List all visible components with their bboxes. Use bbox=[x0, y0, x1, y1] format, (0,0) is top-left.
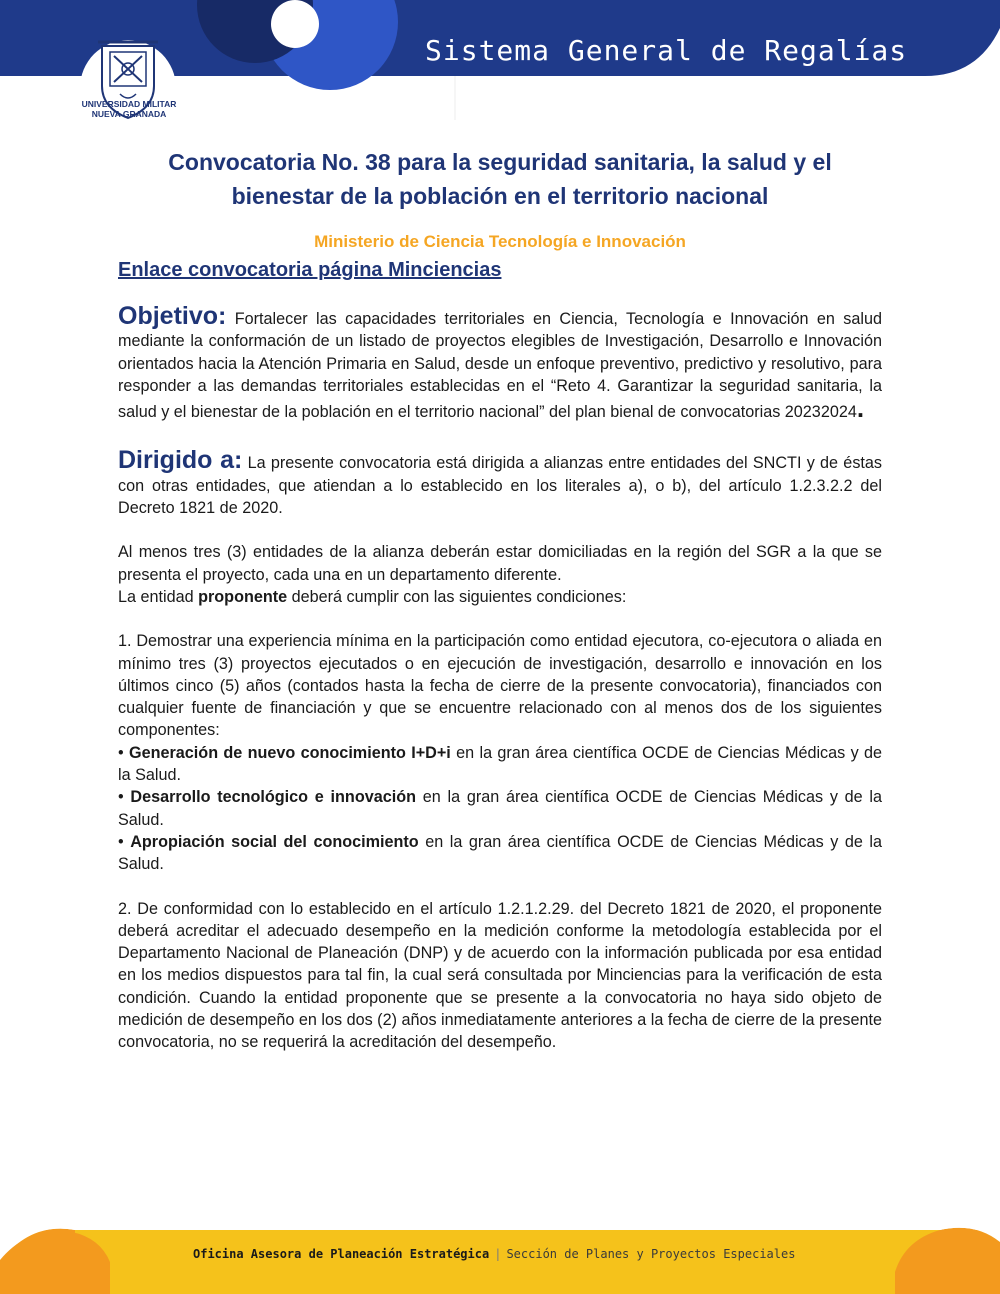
objective-label: Objetivo: bbox=[118, 302, 227, 330]
proponent-bold: proponente bbox=[198, 587, 288, 606]
proponent-post: deberá cumplir con las siguientes condiciones: bbox=[287, 587, 627, 606]
document-title bbox=[118, 145, 882, 213]
call-link[interactable]: Enlace convocatoria página Minciencias bbox=[118, 259, 502, 281]
ministry-name: Ministerio de Ciencia Tecnología e Innovación bbox=[314, 232, 686, 251]
objective-end: . bbox=[856, 393, 865, 424]
footer-text bbox=[193, 1247, 795, 1261]
bullet-mark: • bbox=[118, 743, 130, 762]
footer-office: Oficina Asesora de Planeación Estratégica bbox=[193, 1247, 490, 1261]
logo-line-2: NUEVA GRANADA bbox=[91, 109, 167, 119]
condition-2: 2. De conformidad con lo establecido en el artículo 1.2.1.2.29. del Decreto 1821 de 2020, el proponente deberá acreditar el adecuado desempeño en la medición conforme la metodología establecida por el Departamento Nacional de Planeación (DNP) y de acuerdo con la información publicada por esa entidad en los medios dispuestos para tal fin, la cual será consultada por Minciencias para la verificación de esta condición. Cuando la entidad proponente que se presente a la convocatoria no haya sido objeto de medición de desempeño en los dos (2) años inmediatamente anteriores a la fecha de cierre de la presente convocatoria, no se requerirá la acreditación del desempeño. bbox=[118, 899, 882, 1052]
title-line-2: bienestar de la población en el territorio nacional bbox=[231, 183, 769, 209]
footer-separator: | bbox=[494, 1247, 502, 1261]
objective-text: Fortalecer las capacidades territoriales en Ciencia, Tecnología e Innovación en salud mediante la conformación de un listado de proyectos elegibles de Investigación, Desarrollo e Innovación orientados hacia la Atención Primaria en Salud, desde un enfoque preventivo, predictivo y resolutivo, para responder a las demandas territoriales establecidas en el “Reto 4. Garantizar la seguridad sanitaria, la salud y el bienestar de la población en el territorio nacional” del plan bienal de convocatorias 20232024 bbox=[118, 310, 882, 422]
bullet-mark: • bbox=[118, 832, 131, 851]
bullet-item bbox=[118, 786, 882, 831]
objective-section bbox=[118, 302, 882, 424]
bullet-item bbox=[118, 831, 882, 876]
target-text: La presente convocatoria está dirigida a alianzas entre entidades del SNCTI y de éstas con otras entidades, que atiendan a lo establecido en los literales a), o b), del artículo 1.2.3.2.2 del Decreto 1821 de 2020. bbox=[118, 454, 883, 518]
target-label: Dirigido a: bbox=[118, 446, 243, 475]
bullet-bold: Apropiación social del conocimiento bbox=[130, 832, 419, 851]
title-line-1: Convocatoria No. 38 para la seguridad sanitaria, la salud y el bbox=[168, 149, 832, 175]
bullet-bold: Desarrollo tecnológico e innovación bbox=[130, 788, 416, 807]
condition-1: 1. Demostrar una experiencia mínima en la participación como entidad ejecutora, co-ejecutora o aliada en mínimo tres (3) proyectos ejecutados o en ejecución de investigación, desarrollo e innovación en los últimos cinco (5) años (contados hasta la fecha de cierre de la presente convocatoria), financiados con cualquier fuente de financiación y que se encuentre relacionado con al menos dos de los siguientes componentes: bbox=[118, 632, 882, 740]
alliance-paragraph: Al menos tres (3) entidades de la alianza deberán estar domiciliadas en la región del SGR a la que se presenta el proyecto, cada una en un departamento diferente. bbox=[118, 543, 882, 584]
bullet-rest: en la gran área científica OCDE de Ciencias Médicas y de la Salud. bbox=[118, 788, 883, 829]
bullet-rest: en la gran área científica OCDE de Ciencias Médicas y de la Salud. bbox=[118, 743, 883, 785]
footer-section: Sección de Planes y Proyectos Especiales bbox=[506, 1247, 796, 1261]
target-paragraph bbox=[118, 446, 883, 519]
bullet-rest: en la gran área científica OCDE de Ciencias Médicas y de la Salud. bbox=[118, 832, 882, 874]
university-name bbox=[74, 99, 184, 119]
document-body bbox=[118, 145, 882, 1054]
bullet-bold: Generación de nuevo conocimiento I+D+i bbox=[129, 743, 451, 762]
bullet-mark: • bbox=[118, 788, 131, 807]
logo-line-1: UNIVERSIDAD MILITAR bbox=[81, 99, 177, 109]
proponent-pre: La entidad bbox=[118, 587, 199, 606]
objective-paragraph bbox=[118, 302, 882, 424]
system-title: Sistema General de Regalías bbox=[425, 34, 908, 67]
bullet-item bbox=[118, 742, 882, 787]
target-section bbox=[118, 446, 883, 519]
proponent-paragraph bbox=[118, 586, 882, 608]
